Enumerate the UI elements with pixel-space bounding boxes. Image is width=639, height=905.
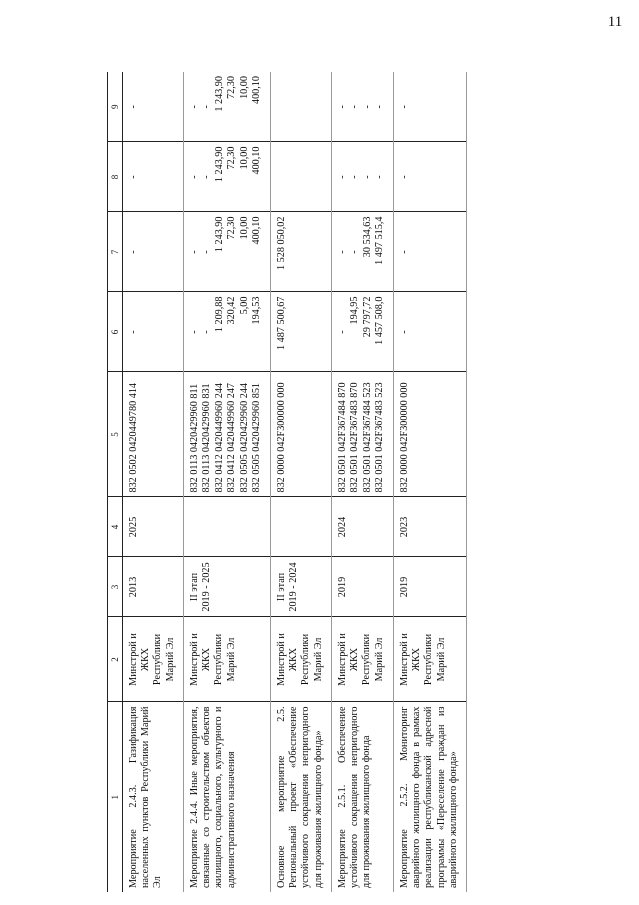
budget-code: 832 0113 0420429960 811: [188, 383, 200, 493]
dash-mark: -: [188, 330, 200, 334]
end-year: 2023: [393, 497, 466, 557]
executor: Минстрой и ЖКХ Республики Марий Эл: [183, 617, 270, 702]
budget-codes: [270, 372, 331, 497]
dash-mark: -: [374, 105, 386, 109]
end-year: 2024: [331, 497, 393, 557]
budget-codes: [123, 372, 184, 497]
amount: 10,00: [238, 216, 250, 240]
amount-cell-c9: [183, 72, 270, 142]
measure-name: Мероприятие 2.5.1. Обеспечение устойчивого сокращения непригодного для проживания жилищного фонда: [331, 702, 393, 892]
measure-name: Мероприятие 2.5.2. Мониторинг аварийного жилищного фонда в рамках реализации республиканской адресной программы «Переселение граждан из аварийного жилищного фонда»: [393, 702, 466, 892]
executor: Минстрой и ЖКХ Республики Марий Эл: [123, 617, 184, 702]
amount: 1 487 500,67: [275, 296, 287, 350]
amount-cell-c8: [331, 142, 393, 212]
start-year: 2019: [331, 557, 393, 617]
executor: Минстрой и ЖКХ Республики Марий Эл: [270, 617, 331, 702]
dash-mark: -: [201, 250, 213, 254]
budget-codes: [393, 372, 466, 497]
amount: 30 534,63: [361, 216, 373, 258]
dash-mark: -: [128, 330, 139, 334]
amount: 400,10: [251, 76, 263, 105]
header-row: [108, 72, 123, 892]
amount: 1 497 515,4: [374, 216, 386, 265]
amount: 1 457 508,0: [374, 296, 386, 345]
amount: 320,42: [226, 296, 238, 325]
dash-mark: -: [201, 105, 213, 109]
amount-cell-c9: [331, 72, 393, 142]
amount: 72,30: [226, 146, 238, 170]
amount-cell-c7: [123, 212, 184, 292]
executor: Минстрой и ЖКХ Республики Марий Эл: [331, 617, 393, 702]
amount: 400,10: [251, 216, 263, 245]
amount-cell-c8: [393, 142, 466, 212]
dash-mark: -: [128, 105, 139, 109]
amount: [276, 76, 289, 138]
dash-mark: -: [201, 330, 213, 334]
amount-cell-c8: [183, 142, 270, 212]
page-number: 11: [607, 14, 623, 30]
header-cell: 6: [108, 292, 123, 372]
amount: 194,95: [349, 296, 361, 325]
header-cell: 4: [108, 497, 123, 557]
budget-code: 832 0501 042F367483 523: [374, 382, 386, 493]
dash-mark: -: [398, 175, 410, 179]
rotated-table-container: [107, 72, 632, 892]
amount-cell-c6: [331, 292, 393, 372]
amount-cell-c7: [270, 212, 331, 292]
table-row: [183, 72, 270, 892]
dash-mark: -: [336, 175, 348, 179]
table-row: [331, 72, 393, 892]
header-cell: 2: [108, 617, 123, 702]
dash-mark: -: [128, 175, 139, 179]
amount-cell-c7: [393, 212, 466, 292]
dash-mark: -: [188, 250, 200, 254]
amount-cell-c6: [393, 292, 466, 372]
start-year: 2019: [393, 557, 466, 617]
budget-code: 832 0412 0420449960 244: [213, 382, 225, 493]
budget-code: 832 0502 0420449780 414: [128, 382, 139, 493]
dash-mark: -: [361, 105, 373, 109]
header-cell: 3: [108, 557, 123, 617]
budget-code: 832 0505 0420429960 244: [238, 382, 250, 493]
amount: 1 209,88: [213, 296, 225, 333]
dash-mark: -: [398, 105, 410, 109]
start-year: II этап 2019 - 2024: [270, 557, 331, 617]
end-year: [183, 497, 270, 557]
measure-name: Мероприятие 2.4.3. Газификация населенных пунктов Республики Марий Эл: [123, 702, 184, 892]
amount-cell-c9: [393, 72, 466, 142]
amount-cell-c6: [123, 292, 184, 372]
dash-mark: -: [398, 250, 410, 254]
amount-cell-c8: [123, 142, 184, 212]
budget-code: 832 0501 042F367483 870: [349, 382, 361, 493]
budget-code: 832 0412 0420449960 247: [226, 382, 238, 493]
dash-mark: -: [188, 105, 200, 109]
executor: Минстрой и ЖКХ Республики Марий Эл: [393, 617, 466, 702]
amount: 10,00: [238, 76, 250, 99]
amount: 1 528 050,02: [275, 216, 287, 270]
header-cell: 7: [108, 212, 123, 292]
amount: 400,10: [251, 146, 263, 175]
dash-mark: -: [336, 250, 348, 254]
budget-code: 832 0501 042F367484 870: [336, 382, 348, 493]
amount: 1 243,90: [213, 76, 225, 112]
budget-code: 832 0113 0420429960 831: [201, 383, 213, 493]
dash-mark: -: [361, 175, 373, 179]
measures-table: [107, 72, 467, 892]
amount: 5,00: [238, 296, 250, 315]
amount-cell-c9: [270, 72, 331, 142]
start-year: II этап 2019 - 2025: [183, 557, 270, 617]
dash-mark: -: [349, 105, 361, 109]
header-cell: 1: [108, 702, 123, 892]
dash-mark: -: [201, 175, 213, 179]
amount-cell-c9: [123, 72, 184, 142]
dash-mark: -: [349, 175, 361, 179]
amount: 29 797,72: [361, 296, 373, 338]
dash-mark: -: [188, 175, 200, 179]
table-row: [393, 72, 466, 892]
amount: 194,53: [251, 296, 263, 325]
amount-cell-c7: [183, 212, 270, 292]
table-row: [123, 72, 184, 892]
amount-cell-c7: [331, 212, 393, 292]
budget-code: 832 0000 042F300000 000: [398, 382, 410, 493]
budget-code: 832 0505 0420429960 851: [251, 382, 263, 493]
dash-mark: -: [128, 250, 139, 254]
dash-mark: -: [398, 330, 410, 334]
dash-mark: -: [374, 175, 386, 179]
dash-mark: -: [349, 250, 361, 254]
measure-name: Мероприятие 2.4.4. Иные мероприятия, связанные со строительством объектов жилищного, социального, культурного и административного назначения: [183, 702, 270, 892]
budget-code: 832 0000 042F300000 000: [275, 382, 287, 493]
amount: 72,30: [226, 216, 238, 240]
measure-name: Основное мероприятие 2.5. Региональный проект «Обеспечение устойчивого сокращения непригодного для проживания жилищного фонда»: [270, 702, 331, 892]
amount: 10,00: [238, 146, 250, 170]
budget-code: 832 0501 042F367484 523: [361, 382, 373, 493]
end-year: [270, 497, 331, 557]
dash-mark: -: [336, 330, 348, 334]
budget-codes: [183, 372, 270, 497]
amount-cell-c6: [183, 292, 270, 372]
header-cell: 5: [108, 372, 123, 497]
header-cell: 8: [108, 142, 123, 212]
amount: 72,30: [226, 76, 238, 99]
amount-cell-c8: [270, 142, 331, 212]
end-year: 2025: [123, 497, 184, 557]
amount: 1 243,90: [213, 216, 225, 253]
header-cell: 9: [108, 72, 123, 142]
budget-codes: [331, 372, 393, 497]
amount: [276, 147, 289, 208]
dash-mark: -: [336, 105, 348, 109]
amount: 1 243,90: [213, 146, 225, 183]
table-row: [270, 72, 331, 892]
start-year: 2013: [123, 557, 184, 617]
amount-cell-c6: [270, 292, 331, 372]
